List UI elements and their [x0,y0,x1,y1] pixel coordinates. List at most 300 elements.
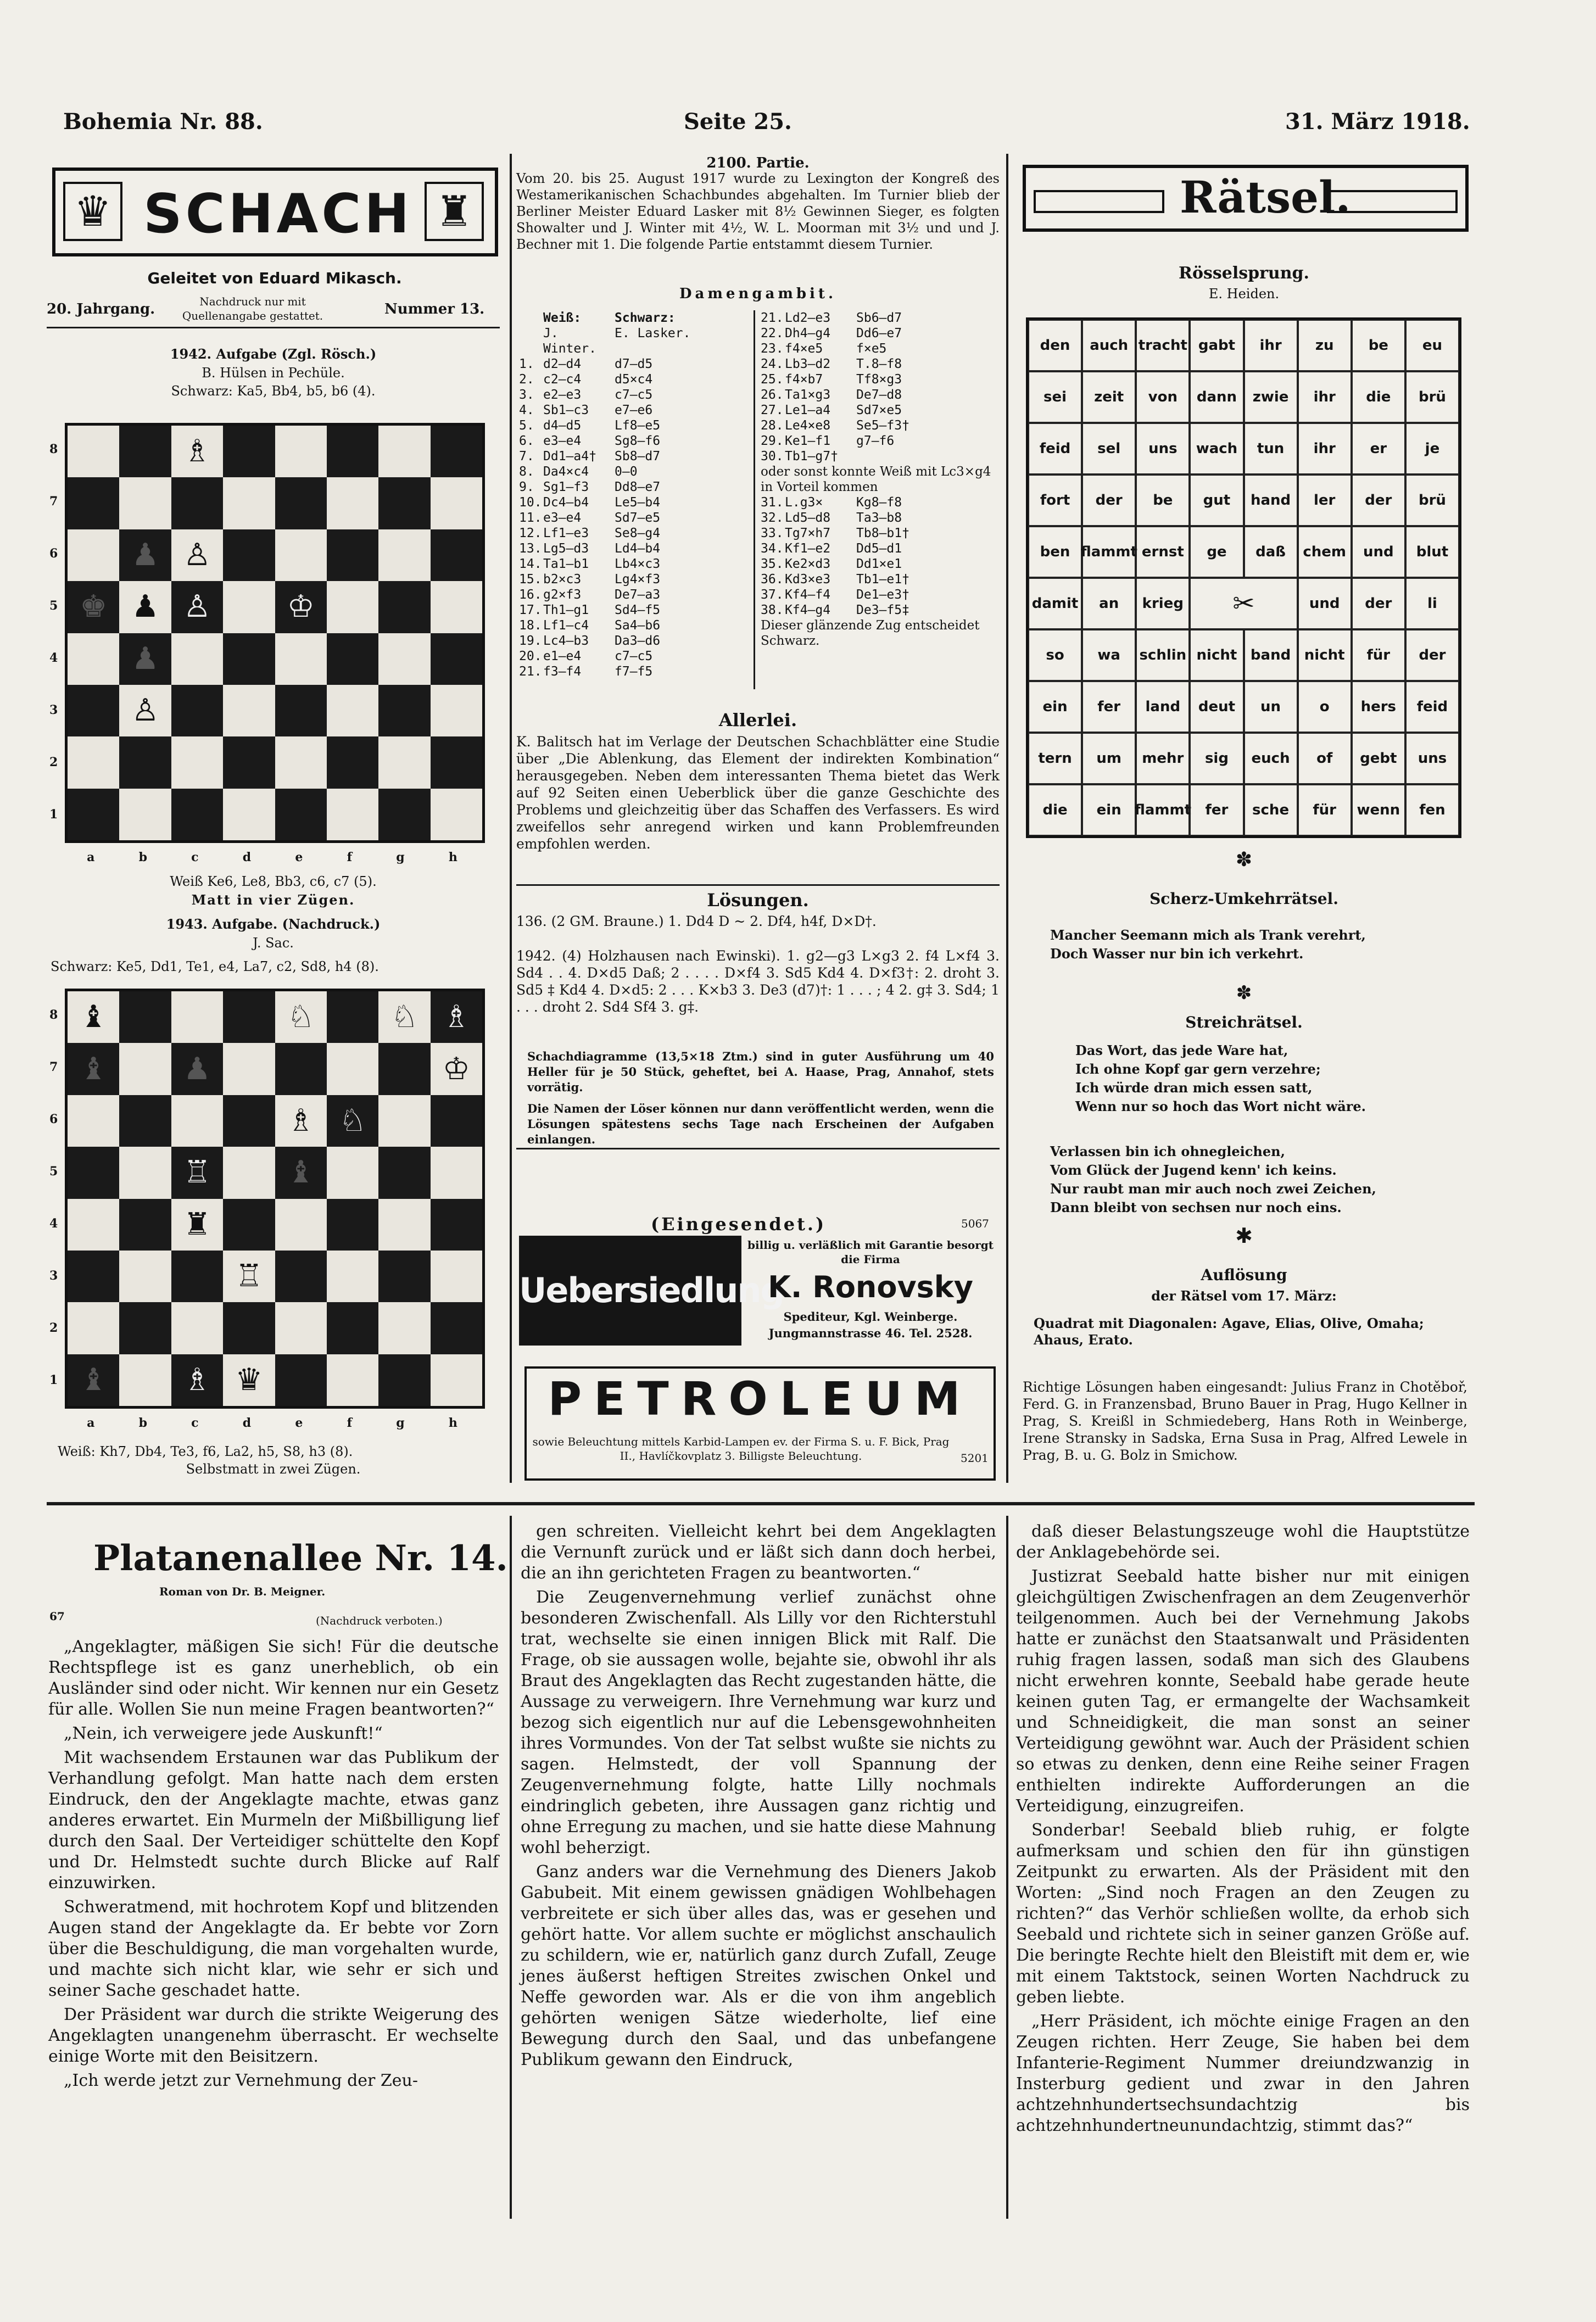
moves-header-black: Schwarz: [615,311,676,325]
white-move: Lg5—d3 [543,542,589,556]
b2-square-g4 [378,1199,430,1251]
rank-label: 2 [49,755,58,769]
roesselsprung-cell: daß [1244,526,1298,578]
ornament-bar [1034,190,1164,213]
b1-square-a3 [68,685,119,736]
schach-jahrgang: 20. Jahrgang. [47,301,155,317]
divider [516,1148,1000,1149]
white-move: Lf1—c4 [543,618,589,633]
roesselsprung-cell: den [1028,320,1082,371]
schach-masthead [52,168,498,256]
file-label: g [396,850,405,864]
roesselsprung-cell: nicht [1298,629,1352,681]
roesselsprung-cell: zwie [1244,371,1298,423]
file-label: d [242,1416,252,1430]
move-row [761,433,997,449]
partie-opening: Damengambit. [679,286,836,302]
roesselsprung-cell: tracht [1136,320,1190,371]
white-move: Dh4—g4 [785,326,831,341]
white-rook-icon: ♖ [235,1258,263,1294]
move-row [761,372,997,387]
move-row [519,587,697,602]
white-move: Dd1—a4† [543,449,596,464]
file-label: a [87,850,95,864]
schach-nummer: Nummer 13. [384,301,485,317]
schach-title: SCHACH [143,183,413,245]
roesselsprung-cell: be [1136,475,1190,526]
roesselsprung-cell: ernst [1136,526,1190,578]
chess-board-problem-1943 [65,989,485,1409]
move-number: 35. [761,557,784,571]
b2-square-f2 [327,1302,378,1354]
roesselsprung-cell: mehr [1136,733,1190,784]
b2-square-a3 [68,1251,119,1302]
roman-paragraph: Ganz anders war die Vernehmung des Dieners Jakob Gabubeit. Mit einem gewissen gnädigen Wohlbehagen verbreitete er sich über alles das, was er gesehen und gehört hatte. Vor allem suchte er möglichst anschaulich zu schildern, wie er, natürlich ganz durch Zufall, Zeuge jenes äußerst heftigen Streites zwischen Onkel und Neffe geworden war. Als er die von ihm angeblich gehörten wenigen Sätze wiederholte, lief eine Bewegung durch den Saal, und das unbefangene Publikum gewann den Eindruck, [521,1862,996,2069]
b1-square-g1 [378,789,430,840]
white-knight-icon: ♘ [390,999,418,1035]
b2-square-g7 [378,1043,430,1095]
roesselsprung-cell: schlin [1136,629,1190,681]
black-bishop-icon: ♝ [287,1154,315,1191]
b1-square-f6 [327,529,378,581]
roesselsprung-cell: von [1136,371,1190,423]
roesselsprung-cell: uns [1136,423,1190,475]
divider [47,327,500,328]
roesselsprung-cell: fort [1028,475,1082,526]
header-issue: Bohemia Nr. 88. [63,109,263,135]
b2-square-f6 [327,1095,378,1147]
black-move: Tb1—e1† [856,572,909,587]
white-move: e1—e4 [543,649,582,663]
b2-square-g2 [378,1302,430,1354]
file-label: f [347,850,353,864]
b2-square-c1 [171,1354,223,1406]
roesselsprung-cell: so [1028,629,1082,681]
roesselsprung-cell: deut [1190,681,1243,733]
partie-note1: oder sonst konnte Weiß mit Lc3×g4 in Vorteil kommen [761,465,991,494]
move-number: 34. [761,542,784,556]
roesselsprung-cell: er [1352,423,1405,475]
b1-square-e5 [275,581,327,633]
white-bishop-icon: ♗ [287,1102,315,1138]
b1-square-c3 [171,685,223,736]
move-number: 3. [519,388,534,402]
file-label: c [191,850,199,864]
move-row [761,495,997,510]
b2-square-d6 [223,1095,275,1147]
black-move: Se8—g4 [615,526,661,540]
roesselsprung-cell: um [1082,733,1136,784]
b1-square-b2 [119,736,171,788]
file-label: e [295,1416,303,1430]
b2-square-d5 [223,1147,275,1198]
move-row [519,356,697,372]
black-pawn-icon: ♟ [131,640,159,677]
white-move: Ta1×g3 [785,388,831,402]
b1-square-f7 [327,477,378,529]
move-number: 33. [761,526,784,540]
b2-square-b1 [119,1354,171,1406]
b2-square-g6 [378,1095,430,1147]
roesselsprung-cell: blut [1405,526,1459,578]
b2-square-d8 [223,991,275,1043]
roman-subtitle: Roman von Dr. B. Meigner. [159,1585,326,1598]
b1-square-b1 [119,789,171,840]
black-move: Sd7×e5 [856,403,902,417]
roesselsprung-cell: li [1405,578,1459,629]
b1-square-c4 [171,633,223,685]
move-row [519,464,697,479]
black-move: Lb4×c3 [615,557,661,571]
move-number: 9. [519,480,534,494]
partie-note2: Dieser glänzende Zug entscheidet Schwarz. [761,618,980,648]
black-move: Le5—b4 [615,495,661,510]
b2-square-e3 [275,1251,327,1302]
black-move: f×e5 [856,342,887,356]
black-move: Da3—d6 [615,634,661,648]
b1-square-h2 [431,736,482,788]
black-move: f7—f5 [615,665,653,679]
roesselsprung-cell: damit [1028,578,1082,629]
move-number: 14. [519,557,542,571]
roesselsprung-cell: ihr [1298,371,1352,423]
black-rook-icon: ♜ [183,1206,211,1242]
move-row [519,633,697,649]
problem1-heading: 1942. Aufgabe (Zgl. Rösch.) [170,346,377,362]
b2-square-c3 [171,1251,223,1302]
black-move: T.8—f8 [856,357,902,371]
chess-board-problem-1942 [65,423,485,843]
black-move: Dd5—d1 [856,542,902,556]
b2-square-h3 [431,1251,482,1302]
black-move: c7—c5 [615,388,653,402]
white-knight-icon: ♘ [287,999,315,1035]
ronovsky-name: K. Ronovsky [768,1270,973,1304]
black-move: c7—c5 [615,649,653,663]
roman-paragraph: gen schreiten. Vielleicht kehrt bei dem Angeklagten die Vernunft zurück und er läßt sich dann doch herbei, die an ihn gerichteten Fragen zu beantworten.“ [521,1522,996,1583]
roesselsprung-cell: hers [1352,681,1405,733]
b1-square-b3 [119,685,171,736]
move-row [519,372,697,387]
white-move: Th1—g1 [543,603,589,617]
move-number: 25. [761,372,784,387]
file-label: e [295,850,303,864]
move-row [519,510,697,526]
roesselsprung-cell: fer [1190,784,1243,836]
move-row [761,510,997,526]
b2-square-h2 [431,1302,482,1354]
problem2-white: Weiß: Kh7, Db4, Te3, f6, La2, h5, S8, h3 (8). [58,1444,353,1459]
roesselsprung-cell: gabt [1190,320,1243,371]
moves-header-white: Weiß: [543,311,582,325]
move-row [761,541,997,556]
b1-square-e2 [275,736,327,788]
b1-square-e8 [275,426,327,477]
roesselsprung-cell: tun [1244,423,1298,475]
b1-square-e3 [275,685,327,736]
b2-square-b8 [119,991,171,1043]
roesselsprung-cell: dann [1190,371,1243,423]
ronovsky-address2: Jungmannstrasse 46. Tel. 2528. [768,1326,973,1340]
moves-divider [754,310,755,689]
b1-square-f3 [327,685,378,736]
b1-square-d5 [223,581,275,633]
column-divider [1006,154,1008,1483]
move-number: 19. [519,634,542,648]
b2-square-b5 [119,1147,171,1198]
roesselsprung-cell: für [1298,784,1352,836]
move-row [519,479,697,495]
white-move: Sb1—c3 [543,403,589,417]
schach-editor: Geleitet von Eduard Mikasch. [147,269,402,287]
raetsel-masthead [1023,165,1469,232]
scherz-line-1: Mancher Seemann mich als Trank verehrt, [1050,927,1366,943]
rank-label: 6 [49,546,58,561]
white-move: f4×e5 [785,342,823,356]
move-number: 13. [519,542,542,556]
b1-square-c1 [171,789,223,840]
white-move: Kf4—f4 [785,588,831,602]
feuilleton-divider [47,1502,1475,1505]
black-move: Dd6—e7 [856,326,902,341]
rank-label: 6 [49,1112,58,1126]
b2-square-d2 [223,1302,275,1354]
move-number: 37. [761,588,784,602]
move-number: 30. [761,449,784,464]
b1-square-g7 [378,477,430,529]
ronovsky-address: Spediteur, Kgl. Weinberge. [783,1310,958,1324]
black-move: Dd1×e1 [856,557,902,571]
white-move: Tg7×h7 [785,526,831,540]
roesselsprung-cell: der [1082,475,1136,526]
board1-file-labels [65,850,479,864]
allerlei-text: K. Balitsch hat im Verlage der Deutschen Schachblätter eine Studie über „Die Ablenkung, das Element der indirekten Kombination“ herausgegeben. Neben dem interessanten Thema bietet das Werk auf 92 Seiten einen Ueberblick über die ganze Geschichte des Problems und gleichzeitig über das Schaffen des Verfassers. Es wird zweifellos sehr anregend wirken und kann Problemfreunden empfohlen werden. [516,734,1000,852]
file-label: f [347,1416,353,1430]
roesselsprung-cell: gut [1190,475,1243,526]
roesselsprung-cell: brü [1405,371,1459,423]
board1-rank-labels [49,423,58,840]
black-move: Dd8—e7 [615,480,661,494]
roman-paragraph: „Herr Präsident, ich möchte einige Fragen an den Zeugen richten. Herr Zeuge, Sie haben bei dem Infanterie-Regiment Nummer dreiundzwanzig in Insterburg gedient und zwar in den Jahren achtzehnhundertsechsundachtzig bis achtzehnhundertneunundachtzig, stimmt das?“ [1016,2012,1470,2135]
roesselsprung-cell: ben [1028,526,1082,578]
roesselsprung-cell: fer [1082,681,1136,733]
black-move: Ta3—b8 [856,511,902,525]
b1-square-b5 [119,581,171,633]
roesselsprung-cell: uns [1405,733,1459,784]
roesselsprung-cell: wenn [1352,784,1405,836]
move-number: 7. [519,449,534,464]
rank-label: 1 [49,807,58,822]
move-row [761,526,997,541]
roman-paragraph: daß dieser Belastungszeuge wohl die Hauptstütze der Anklagebehörde sei. [1016,1522,1470,1562]
white-move: f4×b7 [785,372,823,387]
black-move: 0—0 [615,465,638,479]
b2-square-g3 [378,1251,430,1302]
white-move: Da4×c4 [543,465,589,479]
b1-square-e7 [275,477,327,529]
streich-title: Streichrätsel. [1185,1013,1303,1031]
white-king-icon: ♔ [442,1051,470,1087]
schach-nachdruck: Nachdruck nur mit Quellenangabe gestattet. [182,295,323,322]
b2-square-g5 [378,1147,430,1198]
b2-square-g1 [378,1354,430,1406]
moves-table-left [519,310,697,679]
moves-table-right [761,310,997,649]
rank-label: 3 [49,702,58,717]
white-pawn-icon: ♙ [183,589,211,625]
white-move: Lb3—d2 [785,357,831,371]
b2-square-h7 [431,1043,482,1095]
white-move: d2—d4 [543,357,582,371]
b1-square-h7 [431,477,482,529]
file-label: a [87,1416,95,1430]
b2-square-c4 [171,1199,223,1251]
schachdiagramme-notice: Schachdiagramme (13,5×18 Ztm.) sind in guter Ausführung um 40 Heller für je 50 Stück, geheftet, bei A. Haase, Prag, Annahof, stets vorrätig. [527,1050,994,1094]
b1-square-d1 [223,789,275,840]
black-bishop-icon: ♝ [80,1361,108,1398]
file-label: g [396,1416,405,1430]
column-divider [510,1516,512,2219]
aufloesung-sub: der Rätsel vom 17. März: [1151,1288,1337,1304]
move-number: 20. [519,649,542,663]
roesselsprung-cell: feid [1028,423,1082,475]
move-number: 6. [519,434,534,448]
b1-square-e6 [275,529,327,581]
b1-square-a2 [68,736,119,788]
streich2-line-3: Nur raubt man mir auch noch zwei Zeichen, [1050,1181,1376,1197]
b1-square-a4 [68,633,119,685]
white-bishop-icon: ♗ [183,1361,211,1398]
move-row [761,326,997,341]
white-move: Kf4—g4 [785,603,831,617]
move-row [519,556,697,572]
roesselsprung-cell: und [1352,526,1405,578]
b2-square-f4 [327,1199,378,1251]
move-row [761,449,997,464]
b1-square-f5 [327,581,378,633]
b2-square-b6 [119,1095,171,1147]
black-move: Kg8—f8 [856,495,902,510]
black-move: Sd7—e5 [615,511,661,525]
roesselsprung-cell: sig [1190,733,1243,784]
petroleum-text: sowie Beleuchtung mittels Karbid-Lampen ev. der Firma S. u. F. Bick, Prag II., Havlíčkovplatz 3. Billigste Beleuchtung. [532,1435,950,1463]
b2-square-d7 [223,1043,275,1095]
move-number: 11. [519,511,542,525]
black-move: Ld4—b4 [615,542,661,556]
b1-square-a1 [68,789,119,840]
move-row [519,572,697,587]
roesselsprung-cell: sche [1244,784,1298,836]
black-move: Sd4—f5 [615,603,661,617]
problem2-stipulation: Selbstmatt in zwei Zügen. [186,1461,361,1477]
b1-square-c8 [171,426,223,477]
b1-square-h5 [431,581,482,633]
file-label: c [191,1416,199,1430]
move-row [519,618,697,633]
white-move: g2×f3 [543,588,582,602]
roesselsprung-cell: chem [1298,526,1352,578]
move-number: 36. [761,572,784,587]
black-move: g7—f6 [856,434,895,448]
b1-square-f8 [327,426,378,477]
roesselsprung-cell: sel [1082,423,1136,475]
roman-paragraph: Schweratmend, mit hochrotem Kopf und blitzenden Augen stand der Angeklagte da. Er bebte vor Zorn über die Beschuldigung, die man vorgehalten wurde, und machte sich nicht klar, wie sehr er sich und seiner Sache geschadet hatte. [48,1897,499,2000]
white-move: Le4×e8 [785,418,831,433]
b2-square-d4 [223,1199,275,1251]
white-move: e3—e4 [543,511,582,525]
b2-square-a1 [68,1354,119,1406]
loeser-notice: Die Namen der Löser können nur dann veröffentlicht werden, wenn die Lösungen spätestens sechs Tage nach Erscheinen der Aufgaben einlangen. [527,1102,994,1146]
black-move: De7—a3 [615,588,661,602]
roman-title: Platanenallee Nr. 14. [93,1538,508,1579]
roesselsprung-cell: der [1352,578,1405,629]
roesselsprung-cell: die [1028,784,1082,836]
streich2-line-4: Dann bleibt von sechsen nur noch eins. [1050,1199,1342,1215]
white-pawn-icon: ♙ [183,537,211,573]
problem2-author: J. Sac. [253,935,294,951]
roesselsprung-cell: brü [1405,475,1459,526]
b1-square-d7 [223,477,275,529]
move-row [519,433,697,449]
move-row [761,418,997,433]
roesselsprung-cell: an [1082,578,1136,629]
move-number: 1. [519,357,534,371]
b1-square-h8 [431,426,482,477]
player-black: E. Lasker. [615,326,691,341]
move-number: 31. [761,495,784,510]
chess-rook-icon: ♜ [425,182,484,241]
file-label: b [138,1416,147,1430]
roman-paragraph: Sonderbar! Seebald blieb ruhig, er folgte aufmerksam und schien den für ihn günstigen Zeitpunkt zu erwarten. Als der Präsident mit den Worten: „Sind noch Fragen an den Zeugen zu richten?“ das Verhör schließen wollte, da erhob sich Seebald und richtete sich in seiner ganzen Größe auf. Die beringte Rechte hielt den Bleistift mit dem er, wie mit einem Taktstock, seinen Worten Nachdruck zu geben liebte. [1016,1821,1470,2007]
problem2-black: Schwarz: Ke5, Dd1, Te1, e4, La7, c2, Sd8, h4 (8). [51,959,379,974]
white-move: Ke1—f1 [785,434,831,448]
roesselsprung-cell: sei [1028,371,1082,423]
ronovsky-tagline: billig u. verläßlich mit Garantie besorgt die Firma [747,1238,994,1266]
black-king-icon: ♚ [80,589,108,625]
roman-column-1 [48,1637,499,2095]
b2-square-c6 [171,1095,223,1147]
b2-square-f1 [327,1354,378,1406]
move-row [519,649,697,664]
black-bishop-icon: ♝ [80,1051,108,1087]
b2-square-b4 [119,1199,171,1251]
roesselsprung-cell: hand [1244,475,1298,526]
roesselsprung-cell: eu [1405,320,1459,371]
rank-label: 3 [49,1268,58,1283]
b2-square-a5 [68,1147,119,1198]
move-number: 28. [761,418,784,433]
move-number: 4. [519,403,534,417]
black-move: d5×c4 [615,372,653,387]
partie-title: 2100. Partie. [706,155,810,171]
roesselsprung-cell: ein [1082,784,1136,836]
b1-square-e4 [275,633,327,685]
b1-square-b8 [119,426,171,477]
black-move [856,449,939,464]
problem1-stipulation: Matt in vier Zügen. [191,892,355,908]
roesselsprung-cell: o [1298,681,1352,733]
black-move: Sa4—b6 [615,618,661,633]
roesselsprung-title: Rösselsprung. [1179,264,1309,283]
problem1-black: Schwarz: Ka5, Bb4, b5, b6 (4). [171,383,376,399]
black-bishop-icon: ♝ [80,999,108,1035]
black-move: Lg4×f3 [615,572,661,587]
aufloesung-title: Auflösung [1201,1266,1287,1284]
streich2-line-1: Verlassen bin ich ohnegleichen, [1050,1143,1285,1159]
black-move: Sb6—d7 [856,311,902,325]
b2-square-e8 [275,991,327,1043]
black-move: Se5—f3† [856,418,909,433]
